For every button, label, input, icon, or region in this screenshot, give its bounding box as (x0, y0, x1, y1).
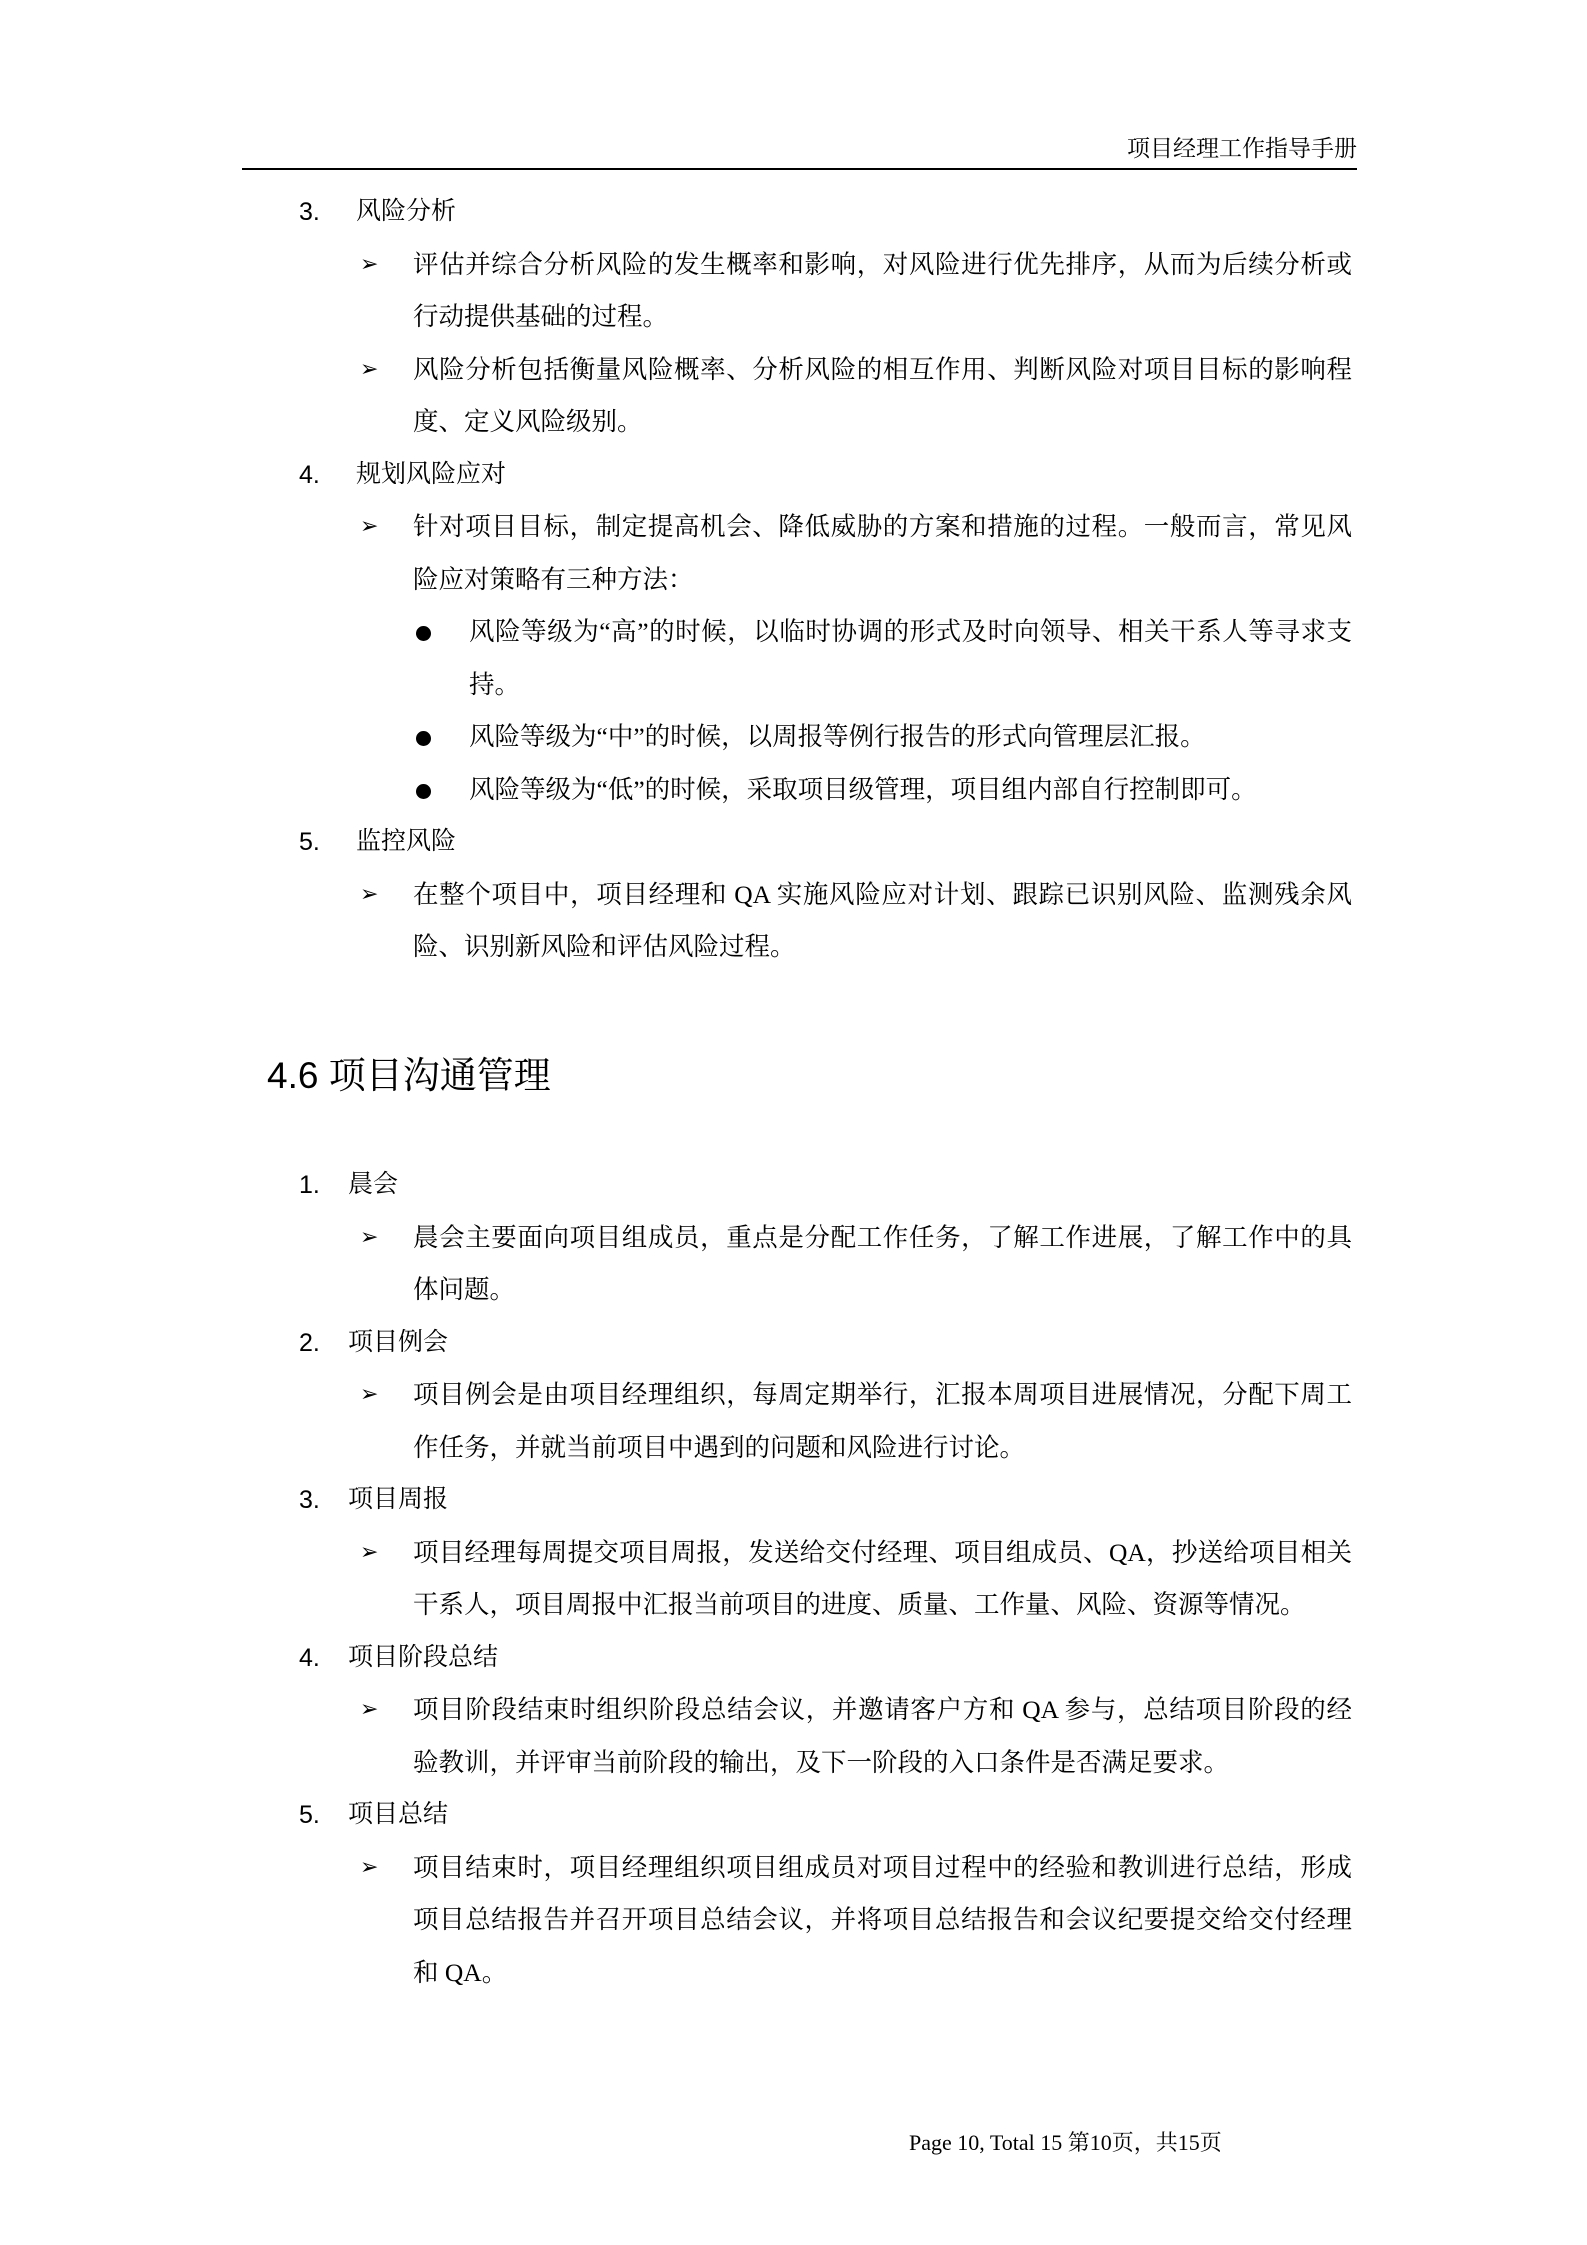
item-number: 1. (299, 1171, 320, 1199)
communication-management-list (0, 1159, 1587, 1999)
arrow-point (0, 1212, 1352, 1317)
bullet-text: 风险等级为“中”的时候，以周报等例行报告的形式向管理层汇报。 (469, 722, 1206, 751)
item-title: 规划风险应对 (356, 460, 507, 488)
arrow-point (0, 501, 1352, 606)
numbered-item (0, 449, 1587, 502)
item-title: 监控风险 (356, 828, 457, 855)
arrow-bullet-icon: ➢ (360, 1854, 379, 1880)
arrow-bullet-icon: ➢ (360, 251, 379, 277)
point-text: 项目例会是由项目经理组织，每周定期举行，汇报本周项目进展情况，分配下周工作任务，并就当前项目中遇到的问题和风险进行讨论。 (413, 1380, 1352, 1462)
point-text: 项目结束时，项目经理组织项目组成员对项目过程中的经验和教训进行总结，形成项目总结报告并召开项目总结会议，并将项目总结报告和会议纪要提交给交付经理和 QA。 (413, 1852, 1352, 1987)
dot-point (0, 606, 1352, 711)
numbered-item (0, 1317, 1587, 1370)
dot-point (0, 711, 1352, 764)
item-number: 5. (299, 1801, 320, 1829)
numbered-item (0, 1474, 1587, 1527)
item-number: 3. (299, 1486, 320, 1514)
item-title: 项目阶段总结 (348, 1643, 499, 1671)
item-number: 5. (299, 828, 320, 856)
arrow-point (0, 869, 1352, 974)
arrow-point (0, 1684, 1352, 1789)
risk-management-list (0, 186, 1587, 974)
point-text: 针对项目目标，制定提高机会、降低威胁的方案和措施的过程。一般而言，常见风险应对策略有三种方法： (413, 512, 1352, 594)
bullet-dot-icon (416, 626, 431, 641)
numbered-item (0, 1159, 1587, 1212)
item-title: 晨会 (348, 1171, 399, 1198)
arrow-point (0, 1369, 1352, 1474)
item-number: 3. (299, 198, 320, 226)
arrow-point (0, 1527, 1352, 1632)
point-text: 项目阶段结束时组织阶段总结会议，并邀请客户方和 QA 参与，总结项目阶段的经验教训，并评审当前阶段的输出，及下一阶段的入口条件是否满足要求。 (413, 1695, 1352, 1777)
numbered-item (0, 186, 1587, 239)
point-text: 风险分析包括衡量风险概率、分析风险的相互作用、判断风险对项目目标的影响程度、定义风险级别。 (413, 354, 1352, 436)
point-text: 评估并综合分析风险的发生概率和影响，对风险进行优先排序，从而为后续分析或行动提供基础的过程。 (413, 249, 1352, 331)
item-title: 项目例会 (348, 1328, 449, 1356)
numbered-item (0, 1632, 1587, 1685)
point-text: 晨会主要面向项目组成员，重点是分配工作任务，了解工作进展，了解工作中的具体问题。 (413, 1222, 1352, 1304)
bullet-dot-icon (416, 731, 431, 746)
dot-point (0, 764, 1352, 817)
item-number: 4. (299, 1643, 320, 1672)
arrow-point (0, 239, 1352, 344)
arrow-point (0, 344, 1352, 449)
arrow-bullet-icon: ➢ (360, 1224, 379, 1250)
item-title: 风险分析 (356, 198, 457, 225)
bullet-dot-icon (416, 784, 431, 799)
arrow-bullet-icon: ➢ (360, 1697, 379, 1722)
section-heading: 4.6 项目沟通管理 (267, 1055, 551, 1096)
item-title: 项目周报 (348, 1486, 449, 1513)
arrow-bullet-icon: ➢ (360, 514, 379, 539)
document-title: 项目经理工作指导手册 (1127, 136, 1357, 161)
numbered-item (0, 816, 1587, 869)
arrow-point (0, 1842, 1352, 2000)
header-divider (242, 168, 1357, 170)
arrow-bullet-icon: ➢ (360, 1539, 379, 1565)
item-number: 4. (299, 460, 320, 489)
point-text: 项目经理每周提交项目周报，发送给交付经理、项目组成员、QA，抄送给项目相关干系人，项目周报中汇报当前项目的进度、质量、工作量、风险、资源等情况。 (413, 1537, 1352, 1619)
item-number: 2. (299, 1328, 320, 1357)
bullet-text: 风险等级为“高”的时候，以临时协调的形式及时向领导、相关干系人等寻求支持。 (469, 617, 1352, 699)
item-title: 项目总结 (348, 1801, 449, 1828)
bullet-text: 风险等级为“低”的时候，采取项目级管理，项目组内部自行控制即可。 (469, 774, 1257, 804)
page-footer: Page 10, Total 15 第10页，共15页 (909, 2130, 1222, 2155)
arrow-bullet-icon: ➢ (360, 356, 379, 382)
arrow-bullet-icon: ➢ (360, 1382, 379, 1407)
arrow-bullet-icon: ➢ (360, 881, 379, 907)
point-text: 在整个项目中，项目经理和 QA 实施风险应对计划、跟踪已识别风险、监测残余风险、识别新风险和评估风险过程。 (413, 879, 1352, 961)
numbered-item (0, 1789, 1587, 1842)
